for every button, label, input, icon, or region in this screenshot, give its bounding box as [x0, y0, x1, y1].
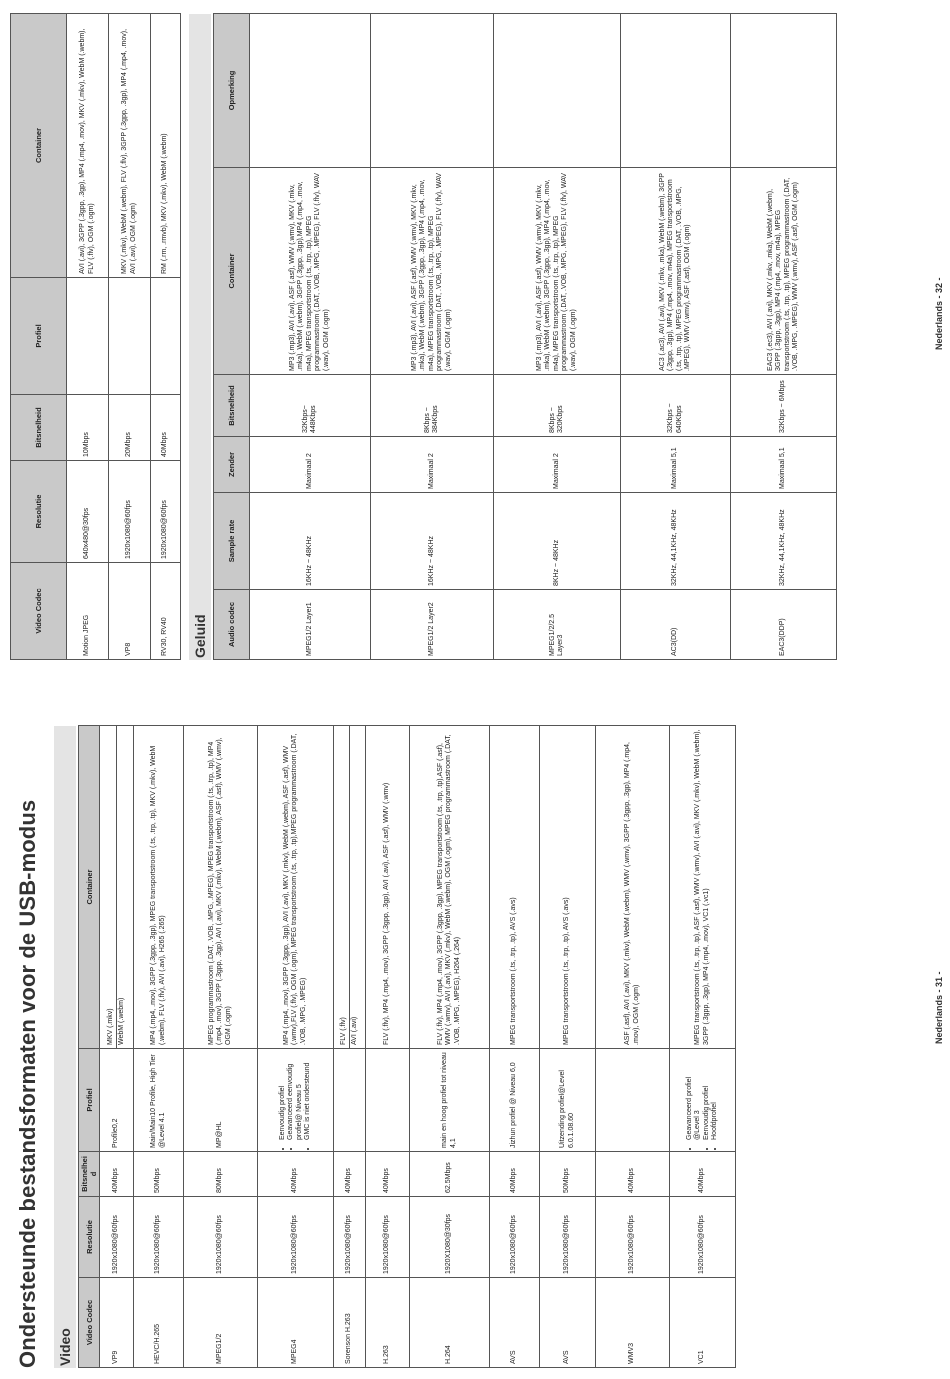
header-resolutie: Resolutie — [11, 461, 67, 563]
table-row — [100, 726, 134, 1368]
container-line: WebM (.webm) — [118, 997, 125, 1045]
container-cell: MP3 (.mp3), AVI (.avi), ASF (.asf), WMV (.wmv), MKV (.mkv, .mka), WebM (.webm), 3GPP (.3gpp, .3gp), MP4 (.mp4, .mov, m4a), MPEG transportstroom (.ts, .trp, .tp), MPEG programmastroom (.DAT, .VOB, .MPG, .MPEG), FLV (.flv), WAV (.wav), OGM (.ogm) — [371, 168, 494, 375]
codec-cell: VP8 — [109, 563, 151, 660]
profile-cell: Profile0,2 — [100, 1049, 134, 1152]
codec-cell: Motion JPEG — [67, 563, 109, 660]
codec-cell: RV30, RV40 — [151, 563, 181, 660]
container-cell: MP4 (.mp4, .mov), 3GPP (.3gpp, .3gp), AVI (.avi), MKV (.mkv), WebM (.webm), ASF (.asf), WMV (.wmv),FLV (.flv), OGM (.ogm), MPEG transportstroom (.ts, .trp, .tp),MPEG programmastroom (.DAT, .VOB, .MPG, .MPEG) — [258, 726, 334, 1049]
bitrate-cell: 80Mbps — [184, 1152, 258, 1197]
resolution-cell: 640x480@30fps — [67, 461, 109, 563]
bitrate-cell: 40Mbps — [366, 1152, 410, 1197]
header-video-codec: Video Codec — [11, 563, 67, 660]
container-cell: FLV (.flv), MP4 (.mp4, .mov), 3GPP (.3gpp, .3gp), MPEG transportstroom (.ts, .trp, .tp),ASF (.asf), WMV (.wmv), AVI (.avi), MKV (.mkv), WebM (.webm), OGM (.ogm), MPEG programmastroom (.DAT, .VOB, .MPG, .MPEG), H264 (.264) — [410, 726, 490, 1049]
sample-rate-cell: 8KHz ~ 48KHz — [494, 493, 621, 590]
channels-cell: Maximaal 2 — [494, 437, 621, 493]
container-cell — [334, 726, 366, 1049]
bitrate-cell: 40Mbps — [100, 1152, 134, 1197]
bitrate-cell: 40Mbps — [670, 1152, 736, 1197]
header-bitsnelheid: Bitsnelheid — [214, 375, 250, 437]
profile-cell — [258, 1049, 334, 1152]
header-video-codec: Video Codec — [79, 1278, 100, 1368]
codec-cell: AVS — [540, 1278, 596, 1368]
profile-cell — [670, 1049, 736, 1152]
table-row — [621, 14, 731, 660]
bitrate-cell: 40Mbps — [258, 1152, 334, 1197]
bitrate-cell: 62.5Mbps — [410, 1152, 490, 1197]
table-row — [410, 726, 490, 1368]
header-container: Container — [79, 726, 100, 1049]
table-row — [490, 726, 540, 1368]
container-line: MKV (.mkv) — [106, 726, 117, 1048]
container-cell: MPEG transportstroom (.ts, .trp, .tp), ASF (.asf), WMV (.wmv), AVI (.avi), MKV (.mkv), WebM (.webm), 3GPP (.3gpp, .3gp), MP4 (.mp4, .mov), VC1 (.vc1) — [670, 726, 736, 1049]
container-cell: MP4 (.mp4, .mov), 3GPP (.3gpp, .3gp), MPEG transportstroom (.ts, .trp, .tp), MKV (.mkv), WebM (.webm), FLV (.flv), AVI (.avi), H265 (.265) — [134, 726, 184, 1049]
profile-cell: Jizhun profiel @ Niveau 6,0 — [490, 1049, 540, 1152]
resolution-cell: 1920x1080@60fps — [184, 1197, 258, 1278]
container-cell: AC3 (.ac3), AVI (.avi), MKV (.mkv, .mka), WebM (.webm), 3GPP (.3gpp, .3gp), MP4 (.mp4, .mov, m4a), MPEG transportstroom (.ts, .trp, .tp), MPEG programmastroom (.DAT, .VOB, .MPG, .MPEG), WMV (.wmv), ASF (.asf), OGM (.ogm) — [621, 168, 731, 375]
header-bitsnelheid: Bitsnelheid — [11, 395, 67, 461]
codec-cell: HEVC/H.265 — [134, 1278, 184, 1368]
header-profiel: Profiel — [11, 278, 67, 395]
bitrate-cell: 40Mbps — [490, 1152, 540, 1197]
profile-cell: main en hoog profiel tot niveau 4,1 — [410, 1049, 490, 1152]
bitrate-cell: 50Mbps — [134, 1152, 184, 1197]
container-cell: AVI (.avi), 3GPP (.3gpp, .3gp), MP4 (.mp4, .mov), MKV (.mkv), WebM (.webm), FLV (.flv), OGM (.ogm) — [67, 14, 109, 278]
note-cell — [621, 14, 731, 168]
section-geluid: Geluid — [189, 14, 211, 660]
profile-cell — [109, 278, 151, 395]
bitrate-cell: 40Mbps — [334, 1152, 366, 1197]
resolution-cell: 1920x1080@60fps — [151, 461, 181, 563]
channels-cell: Maximaal 2 — [371, 437, 494, 493]
table-row — [596, 726, 670, 1368]
container-cell: MP3 (.mp3), AVI (.avi), ASF (.asf), WMV (.wmv), MKV (.mkv, .mka), WebM (.webm), 3GPP (.3gpp, .3gp),MP4 (.mp4, .mov, m4a), MPEG transportstroom (.ts, .trp, .tp), MPEG programmastroom (.DAT, .VOB, .MPG, .MPEG), FLV (.flv), WAV (.wav), OGM (.ogm) — [250, 168, 371, 375]
codec-cell: H.263 — [366, 1278, 410, 1368]
header-container: Container — [11, 14, 67, 278]
video-codec-table — [78, 725, 736, 1368]
table-row — [184, 726, 258, 1368]
codec-cell: H.264 — [410, 1278, 490, 1368]
bitrate-cell: 32Kbps ~ 6Mbps — [731, 375, 837, 437]
page-32-content — [10, 14, 833, 660]
resolution-cell: 1920x1080@60fps — [540, 1197, 596, 1278]
codec-cell: MPEG4 — [258, 1278, 334, 1368]
header-container: Container — [214, 168, 250, 375]
profile-cell: Main/Main10 Profile, High Tier @Level 4.1 — [134, 1049, 184, 1152]
resolution-cell: 1920x1080@60fps — [366, 1197, 410, 1278]
codec-cell: MPEG1/2 — [184, 1278, 258, 1368]
table-row — [134, 726, 184, 1368]
codec-cell: EAC3(DDP) — [731, 590, 837, 660]
section-video: Video — [54, 726, 76, 1368]
profile-list-item: • Hoofdprofiel — [711, 1052, 719, 1140]
profile-cell — [334, 1049, 366, 1152]
table-header-row — [11, 14, 67, 660]
page-footer-32: Nederlands - 32 - — [934, 277, 944, 350]
resolution-cell: 1920x1080@60fps — [134, 1197, 184, 1278]
resolution-cell: 1920x1080@60fps — [490, 1197, 540, 1278]
resolution-cell: 1920x1080@60fps — [334, 1197, 366, 1278]
table-row — [371, 14, 494, 660]
resolution-cell: 1920x1080@60fps — [109, 461, 151, 563]
bitrate-cell: 20Mbps — [109, 395, 151, 461]
table-row — [109, 14, 151, 660]
page-32 — [10, 14, 833, 660]
header-profiel: Profiel — [79, 1049, 100, 1152]
bitrate-cell: 32Kbps ~ 640Kbps — [621, 375, 731, 437]
codec-cell: AVS — [490, 1278, 540, 1368]
container-cell: MPEG transportstroom (.ts, .trp, .tp), AVS (.avs) — [490, 726, 540, 1049]
header-bitsnelheid: Bitsnelheid — [79, 1152, 100, 1197]
header-audio-codec: Audio codec — [214, 590, 250, 660]
header-sample-rate: Sample rate — [214, 493, 250, 590]
bitrate-cell: 8Kbps ~ 384Kbps — [371, 375, 494, 437]
header-opmerking: Opmerking — [214, 14, 250, 168]
header-resolutie: Resolutie — [79, 1197, 100, 1278]
container-cell: ASF (.asf), AVI (.avi), MKV (.mkv), WebM (.webm), WMV (.wmv), 3GPP (.3gpp, .3gp), MP4 (.mp4, .mov), OGM (.ogm) — [596, 726, 670, 1049]
resolution-cell: 1920x1080@60fps — [100, 1197, 134, 1278]
table-header-row — [214, 14, 250, 660]
table-row — [151, 14, 181, 660]
codec-cell: VP9 — [100, 1278, 134, 1368]
profile-cell — [151, 278, 181, 395]
profile-cell — [596, 1049, 670, 1152]
codec-cell: MPEG1/2/2.5 Layer3 — [494, 590, 621, 660]
table-row — [366, 726, 410, 1368]
profile-list-item: • Eenvoudig profiel — [279, 1052, 287, 1140]
sample-rate-cell: 32KHz, 44,1KHz, 48KHz — [621, 493, 731, 590]
note-cell — [250, 14, 371, 168]
profile-cell: Uitzending profiel@Level 6.0.1.08.60 — [540, 1049, 596, 1152]
codec-cell: MPEG1/2 Layer2 — [371, 590, 494, 660]
profile-list-item: • GMC is niet ondersteund — [304, 1052, 312, 1140]
resolution-cell: 1920x1080@60fps — [258, 1197, 334, 1278]
channels-cell: Maximaal 2 — [250, 437, 371, 493]
bitrate-cell: 10Mbps — [67, 395, 109, 461]
table-row — [731, 14, 837, 660]
audio-codec-table — [213, 13, 837, 660]
sample-rate-cell: 32KHz, 44,1KHz, 48KHz — [731, 493, 837, 590]
table-row — [334, 726, 366, 1368]
table-row — [67, 14, 109, 660]
profile-list — [279, 1052, 313, 1148]
resolution-cell: 1920X1080@30fps — [410, 1197, 490, 1278]
table-row — [540, 726, 596, 1368]
resolution-cell: 1920x1080@60fps — [670, 1197, 736, 1278]
codec-cell: Sorenson H.263 — [334, 1278, 366, 1368]
codec-cell: WMV3 — [596, 1278, 670, 1368]
note-cell — [494, 14, 621, 168]
table-row — [258, 726, 334, 1368]
table-header-row — [79, 726, 100, 1368]
note-cell — [731, 14, 837, 168]
page-title: Ondersteunde bestandsformaten voor de USB-modus — [15, 799, 40, 1368]
table-row — [670, 726, 736, 1368]
channels-cell: Maximaal 5,1 — [621, 437, 731, 493]
profile-cell: MP@HL — [184, 1049, 258, 1152]
container-line: FLV (.flv) — [339, 726, 350, 1048]
bitrate-cell: 40Mbps — [596, 1152, 670, 1197]
resolution-cell: 1920x1080@60fps — [596, 1197, 670, 1278]
note-cell — [371, 14, 494, 168]
profile-list — [686, 1052, 720, 1148]
container-cell: EAC3 (.ec3), AVI (.avi), MKV (.mkv, .mka), WebM (.webm), 3GPP (.3gpp, .3gp), MP4 (.mp4, .mov, m4a), MPEG transportstroom (.ts, .trp, .tp), MPEG programmastroom (.DAT, .VOB, .MPG, .MPEG), WMV (.wmv), ASF (.asf), OGM (.ogm) — [731, 168, 837, 375]
table-row — [250, 14, 371, 660]
bitrate-cell: 40Mbps — [151, 395, 181, 461]
profile-cell — [366, 1049, 410, 1152]
codec-cell: AC3(DD) — [621, 590, 731, 660]
codec-cell: MPEG1/2 Layer1 — [250, 590, 371, 660]
page-31 — [10, 726, 718, 1368]
container-cell — [100, 726, 134, 1049]
channels-cell: Maximaal 5,1 — [731, 437, 837, 493]
container-line: AVI (.avi) — [351, 1016, 358, 1045]
container-cell: MKV (.mkv), WebM (.webm), FLV (.flv), 3GPP (.3gpp, .3gp), MP4 (.mp4, .mov), AVI (.avi), OGM (.ogm) — [109, 14, 151, 278]
container-cell: MPEG transportstroom (.ts, .trp, .tp), AVS (.avs) — [540, 726, 596, 1049]
table-row — [494, 14, 621, 660]
codec-cell: VC1 — [670, 1278, 736, 1368]
profile-list-item: • Geavanceerd eenvoudig profiel@ Niveau 5 — [287, 1052, 304, 1140]
bitrate-cell: 8Kbps ~ 320Kbps — [494, 375, 621, 437]
container-cell: FLV (.flv), MP4 (.mp4, .mov), 3GPP (.3gpp, .3gp), AVI (.avi), ASF (.asf), WMV (.wmv) — [366, 726, 410, 1049]
page-31-content — [10, 726, 718, 1368]
bitrate-cell: 32Kbps~ 448Kbps — [250, 375, 371, 437]
header-zender: Zender — [214, 437, 250, 493]
video-codec-table-continued — [10, 13, 181, 660]
page-footer-31: Nederlands - 31 - — [934, 971, 944, 1044]
profile-cell — [67, 278, 109, 395]
container-cell: RM (.rm, .rmvb), MKV (.mkv), WebM (.webm) — [151, 14, 181, 278]
container-cell: MP3 (.mp3), AVI (.avi), ASF (.asf), WMV (.wmv), MKV (.mkv, .mka), WebM (.webm), 3GPP (.3gpp, .3gp), MP4 (.mp4, .mov, m4a), MPEG transportstroom (.ts, .trp, .tp), MPEG programmastroom (.DAT, .VOB, .MPG, .MPEG), FLV (.flv), WAV (.wav), OGM (.ogm) — [494, 168, 621, 375]
container-cell: MPEG programmastroom (.DAT, .VOB, .MPG, .MPEG), MPEG transportstroom (.ts, .trp, .tp), MP4 (.mp4, .mov), 3GPP (.3gpp, .3gp), AVI (.avi), MKV (.mkv), WebM (.webm), ASF (.asf), WMV (.wmv), OGM (.ogm) — [184, 726, 258, 1049]
profile-list-item: • Eenvoudig profiel — [703, 1052, 711, 1140]
sample-rate-cell: 16KHz ~ 48KHz — [250, 493, 371, 590]
bitrate-cell: 50Mbps — [540, 1152, 596, 1197]
sample-rate-cell: 16KHz ~ 48KHz — [371, 493, 494, 590]
profile-list-item: • Geavanceerd profiel @Level 3 — [686, 1052, 703, 1140]
